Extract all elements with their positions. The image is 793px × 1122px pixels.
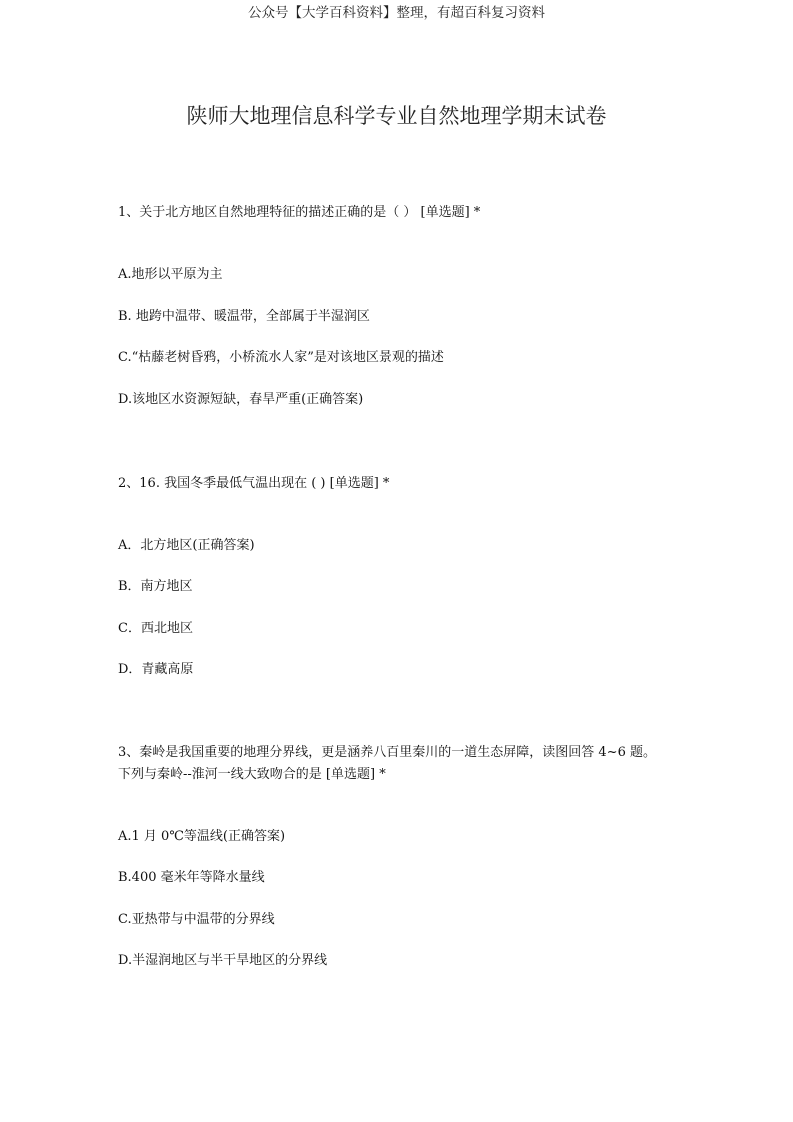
question-3-option-d: D.半湿润地区与半干旱地区的分界线 xyxy=(118,953,328,968)
question-2-option-c: C．西北地区 xyxy=(118,621,193,636)
question-2-option-a: A．北方地区(正确答案) xyxy=(118,538,255,553)
question-2-option-d: D．青藏高原 xyxy=(118,662,194,677)
question-2-stem: 2、16. 我国冬季最低气温出现在 ( ) [单选题] * xyxy=(118,476,390,491)
document-title: 陕师大地理信息科学专业自然地理学期末试卷 xyxy=(186,104,607,128)
question-3-stem-line-2: 下列与秦岭--淮河一线大致吻合的是 [单选题] * xyxy=(118,767,386,782)
question-3-option-b: B.400 毫米年等降水量线 xyxy=(118,870,265,885)
question-3-stem-line-1: 3、秦岭是我国重要的地理分界线，更是涵养八百里秦川的一道生态屏障，读图回答 4~6 题。 xyxy=(118,745,656,760)
question-1-stem: 1、关于北方地区自然地理特征的描述正确的是（ ） [单选题] * xyxy=(118,205,481,220)
question-1-option-c: C.“枯藤老树昏鸦，小桥流水人家”是对该地区景观的描述 xyxy=(118,350,444,365)
question-1-option-a: A.地形以平原为主 xyxy=(118,267,223,282)
question-2-option-b: B．南方地区 xyxy=(118,579,193,594)
header-note: 公众号【大学百科资料】整理，有超百科复习资料 xyxy=(248,5,545,21)
question-1-option-d: D.该地区水资源短缺，春旱严重(正确答案) xyxy=(118,392,364,407)
question-3-option-a: A.1 月 0℃等温线(正确答案) xyxy=(118,829,286,844)
question-1-option-b: B. 地跨中温带、暖温带，全部属于半湿润区 xyxy=(118,309,370,324)
question-3-option-c: C.亚热带与中温带的分界线 xyxy=(118,912,275,927)
